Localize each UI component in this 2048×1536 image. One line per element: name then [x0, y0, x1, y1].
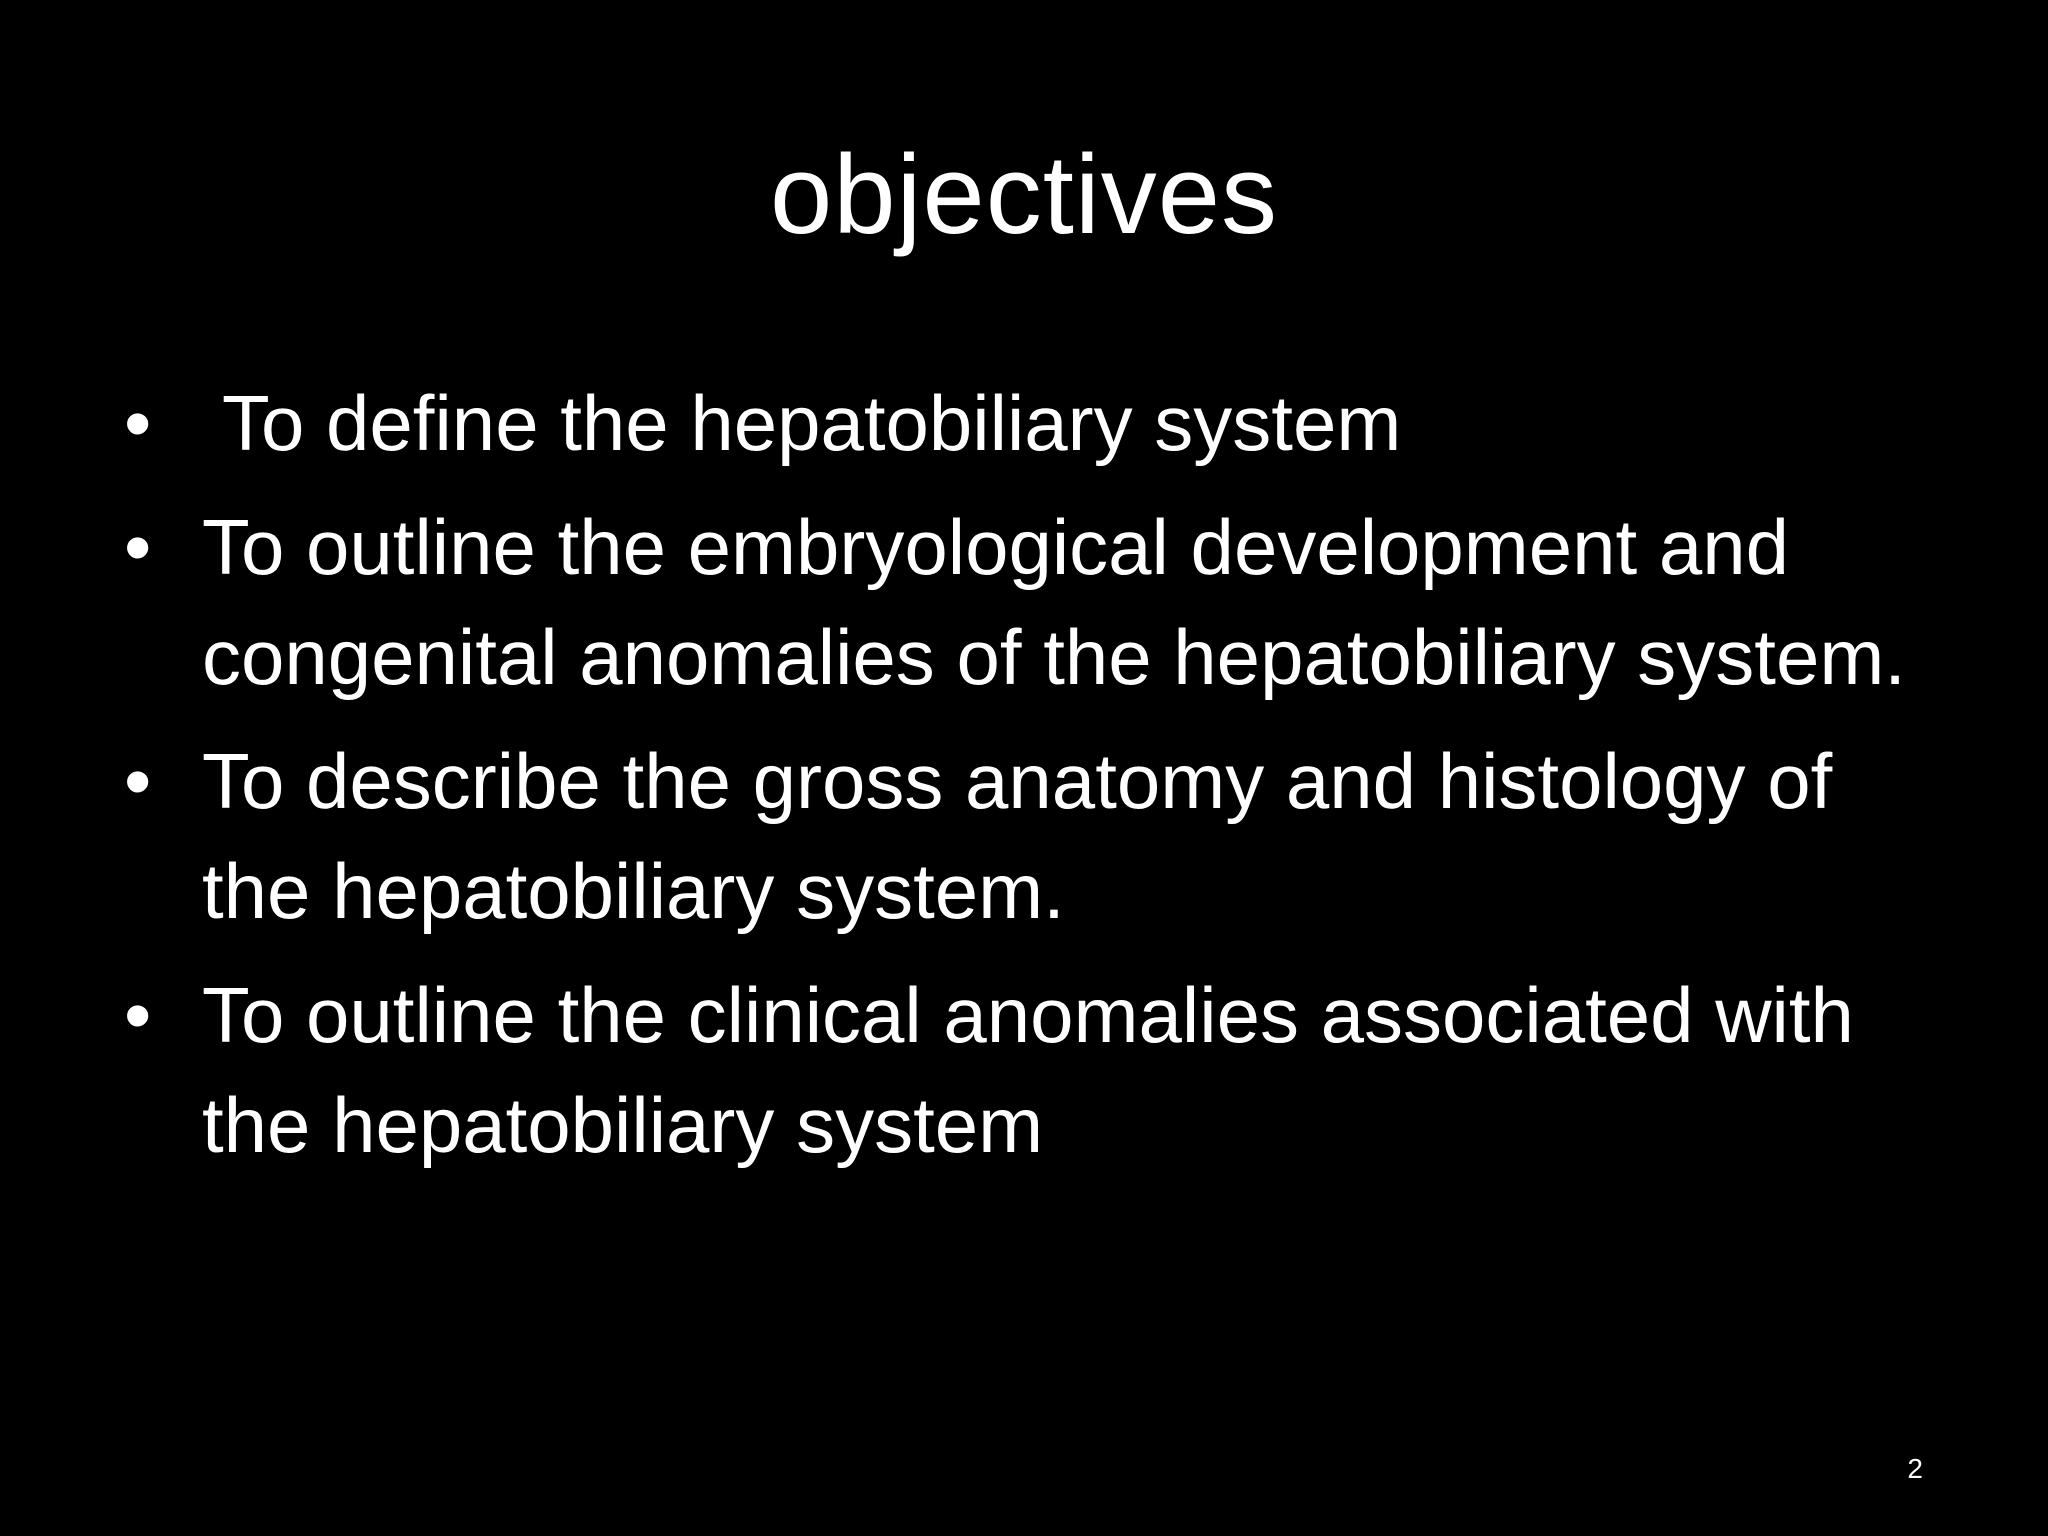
bullet-text: To outline the embryological development and congenital anomalies of the hepatobiliary system. [202, 503, 1906, 701]
bullet-icon: • [124, 737, 152, 825]
bullet-text: To outline the clinical anomalies associated with the hepatobiliary system [202, 971, 1854, 1169]
list-item [120, 960, 1940, 1180]
bullet-text: To describe the gross anatomy and histology of the hepatobiliary system. [202, 737, 1833, 935]
bullet-icon: • [124, 971, 152, 1059]
slide-title: objectives [769, 132, 1279, 257]
list-item [120, 726, 1940, 946]
list-item [120, 368, 1940, 478]
bullet-icon: • [124, 379, 152, 467]
bullet-icon: • [124, 503, 152, 591]
bullet-text: To define the hepatobiliary system [222, 379, 1402, 467]
objectives-list [120, 368, 1940, 1194]
list-item [120, 492, 1940, 712]
page-number: 2 [1907, 1453, 1923, 1484]
